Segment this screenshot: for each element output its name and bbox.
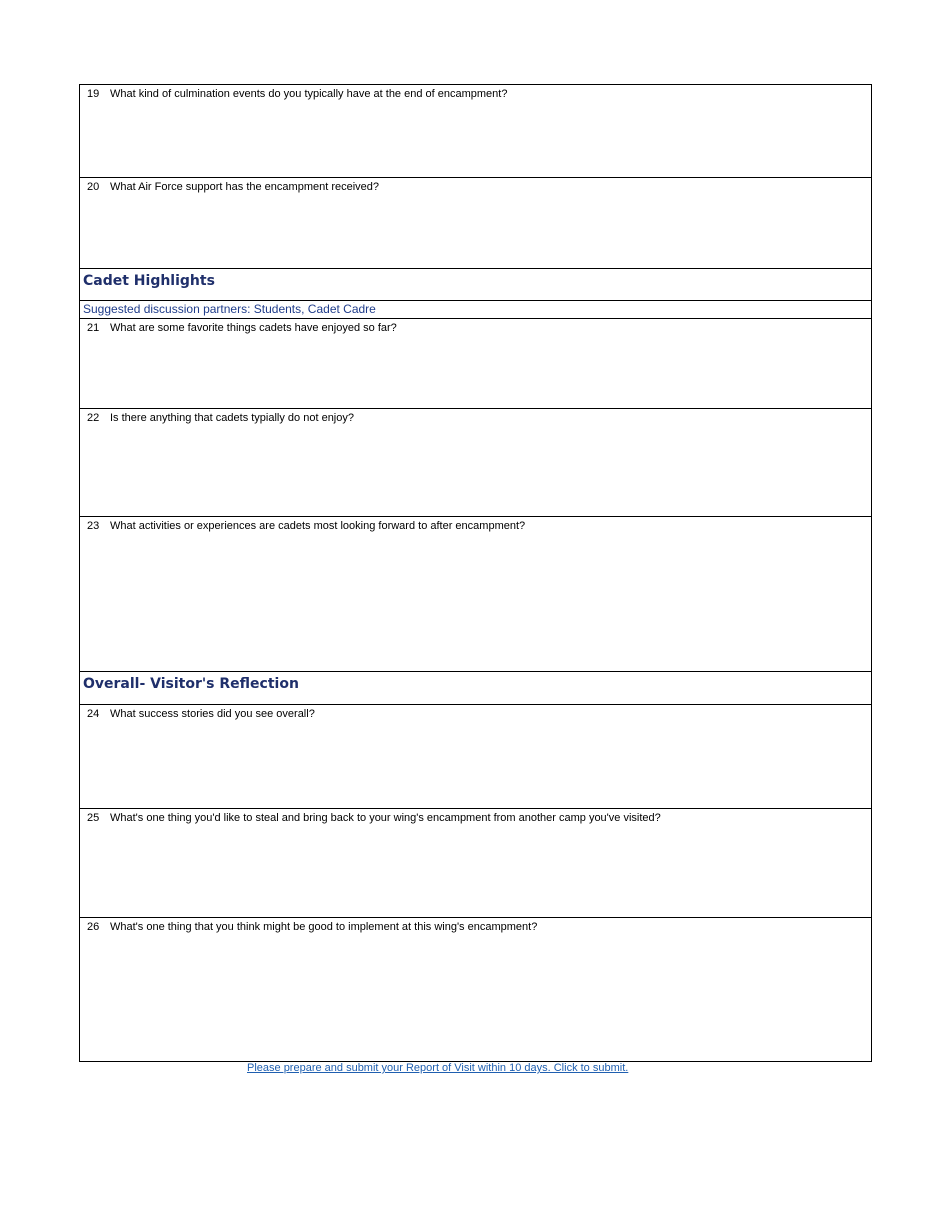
question-number: 25 xyxy=(87,812,100,824)
question-row-20[interactable] xyxy=(80,177,871,268)
question-row-21[interactable] xyxy=(80,318,871,408)
question-row-25[interactable] xyxy=(80,808,871,917)
question-row-24[interactable] xyxy=(80,704,871,808)
submit-report-link[interactable]: Please prepare and submit your Report of Visit within 10 days. Click to submit. xyxy=(247,1062,629,1074)
question-row-22[interactable] xyxy=(80,408,871,516)
question-row-26[interactable] xyxy=(80,917,871,1061)
question-text: What's one thing that you think might be good to implement at this wing's encampment? xyxy=(110,921,538,933)
question-text: What activities or experiences are cadets most looking forward to after encampment? xyxy=(110,520,526,532)
section-title-cadet-highlights: Cadet Highlights xyxy=(80,268,871,300)
section-title-overall-reflection: Overall- Visitor's Reflection xyxy=(80,671,871,704)
question-text: What kind of culmination events do you typically have at the end of encampment? xyxy=(110,88,508,100)
question-number: 22 xyxy=(87,412,100,424)
question-text: What are some favorite things cadets have enjoyed so far? xyxy=(110,322,397,334)
question-number: 19 xyxy=(87,88,100,100)
question-text: Is there anything that cadets typially do not enjoy? xyxy=(110,412,354,424)
question-number: 20 xyxy=(87,181,100,193)
question-number: 24 xyxy=(87,708,100,720)
question-text: What Air Force support has the encampment received? xyxy=(110,181,380,193)
question-row-23[interactable] xyxy=(80,516,871,671)
suggested-partners: Suggested discussion partners: Students, Cadet Cadre xyxy=(80,300,871,318)
question-form xyxy=(79,84,872,1062)
question-text: What's one thing you'd like to steal and bring back to your wing's encampment from another camp you've visited? xyxy=(110,812,661,824)
question-number: 26 xyxy=(87,921,100,933)
question-text: What success stories did you see overall? xyxy=(110,708,315,720)
question-row-19[interactable] xyxy=(80,85,871,177)
question-number: 21 xyxy=(87,322,100,334)
question-number: 23 xyxy=(87,520,100,532)
